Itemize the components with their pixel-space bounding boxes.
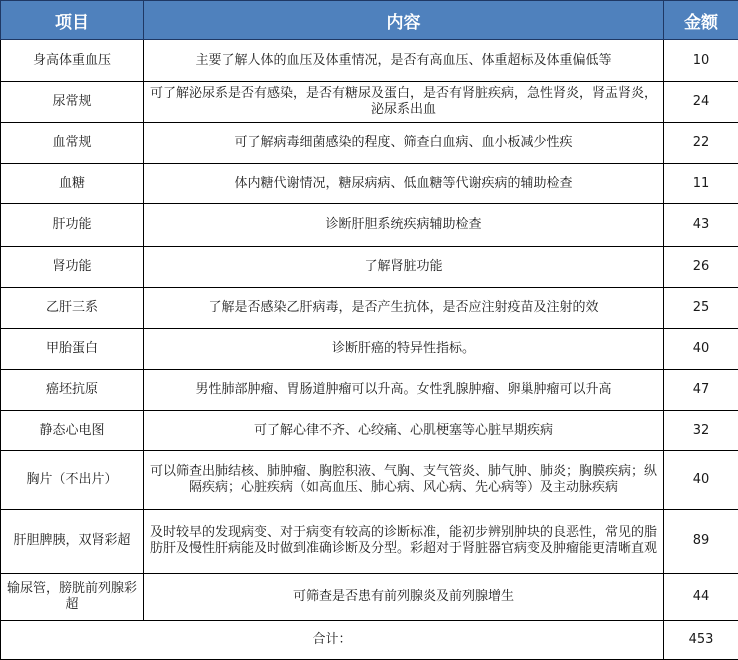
total-row bbox=[1, 620, 738, 659]
row-amount: 44 bbox=[664, 574, 738, 620]
row-description: 了解肾脏功能 bbox=[144, 246, 664, 287]
row-item-name: 甲胎蛋白 bbox=[1, 329, 144, 369]
row-item-name: 血糖 bbox=[1, 163, 144, 203]
row-amount: 24 bbox=[664, 82, 738, 122]
row-item-name: 癌坯抗原 bbox=[1, 369, 144, 410]
row-amount: 26 bbox=[664, 246, 738, 287]
row-item-name: 尿常规 bbox=[1, 82, 144, 122]
row-description: 诊断肝胆系统疾病辅助检查 bbox=[144, 204, 664, 246]
row-description: 诊断肝癌的特异性指标。 bbox=[144, 329, 664, 369]
row-item-name: 肝功能 bbox=[1, 204, 144, 246]
header-amount: 金额 bbox=[664, 1, 738, 40]
row-amount: 32 bbox=[664, 410, 738, 450]
row-item-name: 肝胆脾胰，双肾彩超 bbox=[1, 509, 144, 574]
header-content: 内容 bbox=[144, 1, 664, 40]
row-description: 及时较早的发现病变、对于病变有较高的诊断标准，能初步辨别肿块的良恶性，常见的脂肪肝及慢性肝病能及时做到准确诊断及分型。彩超对于肾脏器官病变及肿瘤能更清晰直观 bbox=[144, 509, 664, 574]
row-item-name: 血常规 bbox=[1, 122, 144, 163]
table-row bbox=[1, 329, 738, 369]
row-description: 可筛查是否患有前列腺炎及前列腺增生 bbox=[144, 574, 664, 620]
row-description: 可了解病毒细菌感染的程度、筛查白血病、血小板减少性疾 bbox=[144, 122, 664, 163]
table-row bbox=[1, 410, 738, 450]
row-amount: 89 bbox=[664, 509, 738, 574]
row-description: 男性肺部肿瘤、胃肠道肿瘤可以升高。女性乳腺肿瘤、卵巢肿瘤可以升高 bbox=[144, 369, 664, 410]
row-amount: 11 bbox=[664, 163, 738, 203]
table-row bbox=[1, 163, 738, 203]
row-amount: 25 bbox=[664, 287, 738, 328]
row-amount: 43 bbox=[664, 204, 738, 246]
row-item-name: 静态心电图 bbox=[1, 410, 144, 450]
row-item-name: 胸片（不出片） bbox=[1, 451, 144, 509]
table-row bbox=[1, 451, 738, 509]
table-row bbox=[1, 574, 738, 620]
row-amount: 10 bbox=[664, 40, 738, 82]
row-item-name: 乙肝三系 bbox=[1, 287, 144, 328]
header-item: 项目 bbox=[1, 1, 144, 40]
row-description: 体内糖代谢情况，糖尿病病、低血糖等代谢疾病的辅助检查 bbox=[144, 163, 664, 203]
row-item-name: 输尿管，膀胱前列腺彩超 bbox=[1, 574, 144, 620]
row-description: 主要了解人体的血压及体重情况，是否有高血压、体重超标及体重偏低等 bbox=[144, 40, 664, 82]
row-item-name: 肾功能 bbox=[1, 246, 144, 287]
table-row bbox=[1, 204, 738, 246]
total-label: 合计： bbox=[1, 620, 664, 659]
table-row bbox=[1, 40, 738, 82]
row-item-name: 身高体重血压 bbox=[1, 40, 144, 82]
row-amount: 40 bbox=[664, 451, 738, 509]
table-row bbox=[1, 287, 738, 328]
row-description: 了解是否感染乙肝病毒，是否产生抗体，是否应注射疫苗及注射的效 bbox=[144, 287, 664, 328]
table-row bbox=[1, 509, 738, 574]
row-amount: 47 bbox=[664, 369, 738, 410]
table-row bbox=[1, 369, 738, 410]
table-row bbox=[1, 246, 738, 287]
table-row bbox=[1, 122, 738, 163]
row-description: 可了解心律不齐、心绞痛、心肌梗塞等心脏早期疾病 bbox=[144, 410, 664, 450]
header-row bbox=[1, 1, 738, 40]
total-amount: 453 bbox=[664, 620, 738, 659]
table-row bbox=[1, 82, 738, 122]
row-description: 可了解泌尿系是否有感染，是否有糖尿及蛋白，是否有肾脏疾病，急性肾炎，肾盂肾炎，泌尿系出血 bbox=[144, 82, 664, 122]
row-description: 可以筛查出肺结核、肺肿瘤、胸腔积液、气胸、支气管炎、肺气肿、肺炎；胸膜疾病；纵隔疾病；心脏疾病（如高血压、肺心病、风心病、先心病等）及主动脉疾病 bbox=[144, 451, 664, 509]
row-amount: 22 bbox=[664, 122, 738, 163]
row-amount: 40 bbox=[664, 329, 738, 369]
